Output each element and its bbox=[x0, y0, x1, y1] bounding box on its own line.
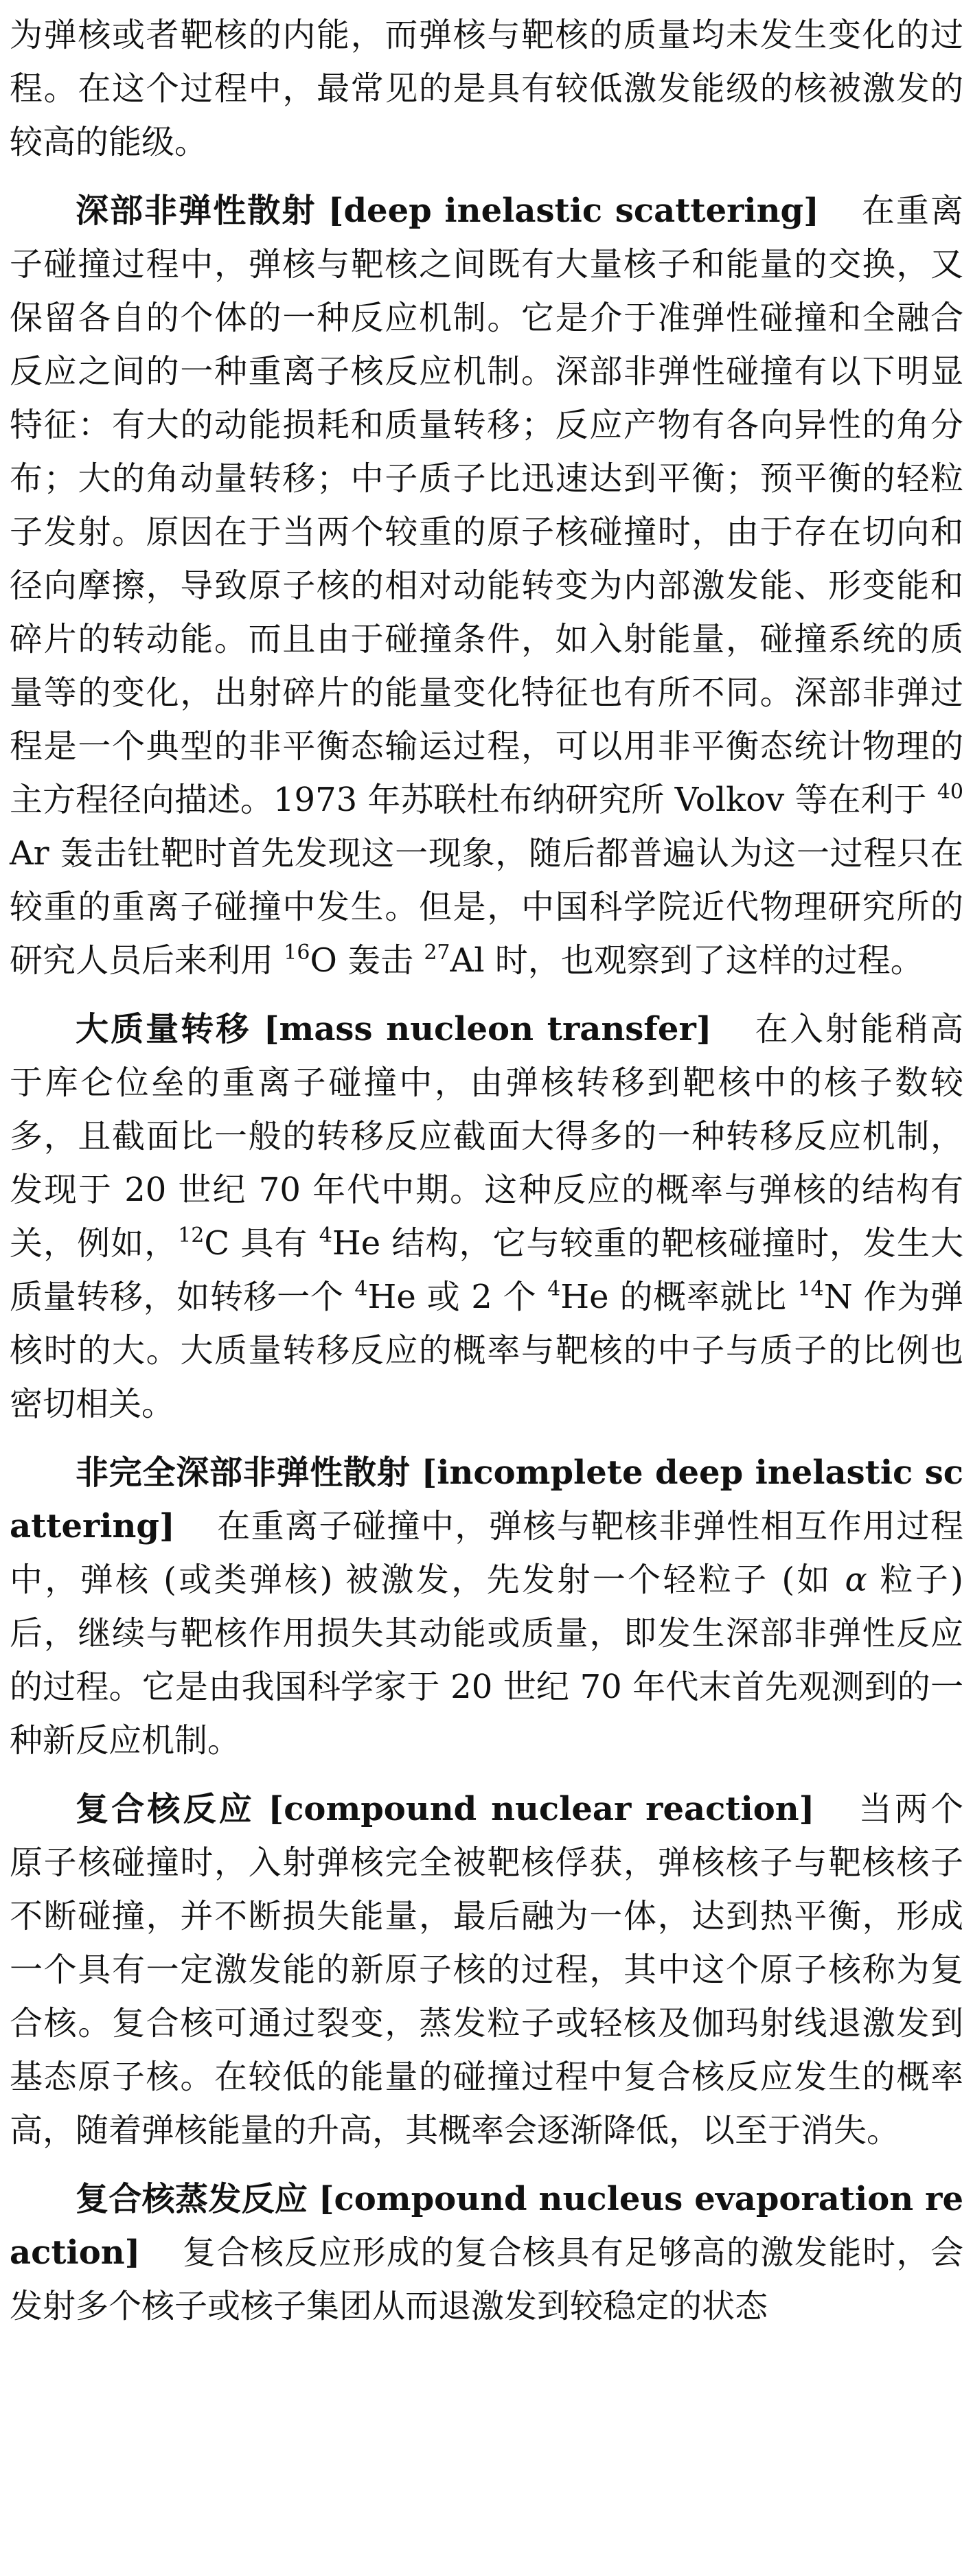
definition-text: 结构，它与较重的靶核碰撞时，发生大质量转移，如转移一个 bbox=[10, 1224, 963, 1316]
definition-text: 在重离子碰撞中，弹核与靶核非弹性相互作用过程中，弹核 (或类弹核) 被激发，先发射一个轻粒子 (如 bbox=[10, 1507, 963, 1599]
definition-text: 在重离子碰撞过程中，弹核与靶核之间既有大量核子和能量的交换，又保留各自的个体的一种反应机制。它是介于准弹性碰撞和全融合反应之间的一种重离子核反应机制。深部非弹性碰撞有以下明显特征：有大的动能损耗和质量转移；反应产物有各向异性的角分布；大的角动量转移；中子质子比迅速达到平衡；预平衡的轻粒子发射。原因在于当两个较重的原子核碰撞时，由于存在切向和径向摩擦，导致原子核的相对动能转变为内部激发能、形变能和碎片的转动能。而且由于碰撞条件，如入射能量，碰撞系统的质量等的变化，出射碎片的能量变化特征也有所不同。深部非弹过程是一个典型的非平衡态输运过程，可以用非平衡态统计物理的主方程径向描述。1973 年苏联杜布纳研究所 Volkov 等在利于 bbox=[10, 192, 963, 819]
definition-text: 具有 bbox=[229, 1224, 319, 1263]
term-heading-en: [compound nucleus evaporation reaction] bbox=[10, 2180, 963, 2272]
element-symbol: Al bbox=[450, 941, 485, 980]
mass-number: 27 bbox=[424, 941, 450, 965]
definition-text: 或 2 个 bbox=[415, 1278, 548, 1316]
entry-incomplete-deep-inelastic-scattering bbox=[10, 1446, 963, 1767]
intro-paragraph bbox=[10, 8, 963, 169]
element-symbol: Ar bbox=[10, 834, 49, 873]
entry-deep-inelastic-scattering bbox=[10, 184, 963, 987]
mass-number: 4 bbox=[354, 1277, 368, 1301]
definition-text: 时，也观察到了这样的过程。 bbox=[484, 941, 924, 980]
element-symbol: He bbox=[560, 1278, 609, 1316]
definition-text: 粒子) 后，继续与靶核作用损失其动能或质量，即发生深部非弹性反应的过程。它是由我国科学家于 20 世纪 70 年代末首先观测到的一种新反应机制。 bbox=[10, 1561, 963, 1760]
entry-compound-nucleus-evaporation-reaction bbox=[10, 2172, 963, 2333]
mass-number: 40 bbox=[937, 780, 963, 804]
element-symbol: He bbox=[332, 1224, 381, 1263]
element-symbol: N bbox=[823, 1278, 853, 1316]
mass-number: 4 bbox=[319, 1223, 332, 1247]
definition-text: 轰击钍靶时首先发现这一现象，随后都普遍认为这一过程只在较重的重离子碰撞中发生。但是，中国科学院近代物理研究所的研究人员后来利用 bbox=[10, 834, 963, 980]
definition-text: 轰击 bbox=[336, 941, 424, 980]
term-heading-en: [mass nucleon transfer] bbox=[263, 1010, 712, 1048]
entry-mass-nucleon-transfer bbox=[10, 1002, 963, 1431]
definition-text: 当两个原子核碰撞时，入射弹核完全被靶核俘获，弹核核子与靶核核子不断碰撞，并不断损失能量，最后融为一体，达到热平衡，形成一个具有一定激发能的新原子核的过程，其中这个原子核称为复合核。复合核可通过裂变，蒸发粒子或轻核及伽玛射线退激发到基态原子核。在较低的能量的碰撞过程中复合核反应发生的概率高，随着弹核能量的升高，其概率会逐渐降低，以至于消失。 bbox=[10, 1790, 963, 2150]
term-heading-en: [deep inelastic scattering] bbox=[328, 192, 819, 230]
intro-text: 为弹核或者靶核的内能，而弹核与靶核的质量均未发生变化的过程。在这个过程中，最常见的是具有较低激发能级的核被激发的较高的能级。 bbox=[10, 16, 963, 161]
mass-number: 4 bbox=[547, 1277, 561, 1301]
element-symbol: O bbox=[310, 941, 337, 980]
term-heading-cn: 复合核反应 bbox=[76, 1790, 255, 1828]
mass-number: 14 bbox=[797, 1277, 824, 1301]
entry-compound-nuclear-reaction bbox=[10, 1782, 963, 2157]
mass-number: 12 bbox=[178, 1223, 205, 1247]
alpha-symbol: α bbox=[845, 1561, 867, 1599]
definition-text: 作为弹核时的大。大质量转移反应的概率与靶核的中子与质子的比例也密切相关。 bbox=[10, 1278, 963, 1423]
term-heading-cn: 深部非弹性散射 bbox=[76, 192, 317, 230]
mass-number: 16 bbox=[284, 941, 310, 965]
term-heading-en: [compound nuclear reaction] bbox=[268, 1790, 815, 1828]
term-heading-cn: 大质量转移 bbox=[76, 1010, 251, 1048]
element-symbol: He bbox=[367, 1278, 416, 1316]
element-symbol: C bbox=[204, 1224, 230, 1263]
term-heading-cn: 非完全深部非弹性散射 bbox=[76, 1453, 411, 1492]
definition-text: 的概率就比 bbox=[608, 1278, 798, 1316]
definition-text: 在入射能稍高于库仑位垒的重离子碰撞中，由弹核转移到靶核中的核子数较多，且截面比一般的转移反应截面大得多的一种转移反应机制，发现于 20 世纪 70 年代中期。这种反应的概率与弹核的结构有关，例如， bbox=[10, 1010, 963, 1263]
term-heading-cn: 复合核蒸发反应 bbox=[76, 2180, 308, 2218]
definition-text: 复合核反应形成的复合核具有足够高的激发能时，会发射多个核子或核子集团从而退激发到较稳定的状态 bbox=[10, 2233, 963, 2325]
term-heading-en: [incomplete deep inelastic scattering] bbox=[10, 1453, 963, 1545]
